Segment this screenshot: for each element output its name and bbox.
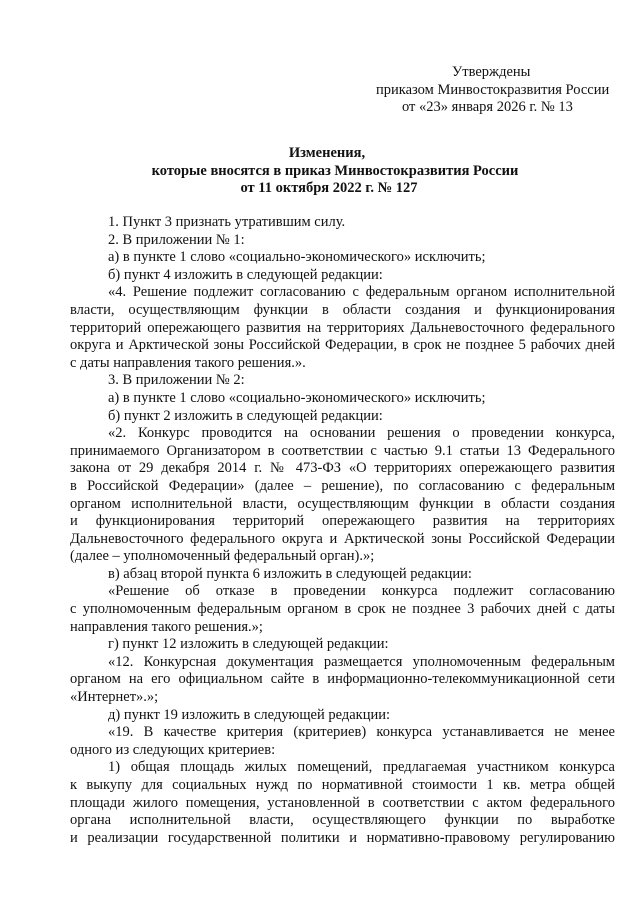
paragraph-5: 3. В приложении № 2: xyxy=(108,372,245,389)
quote-line: органом на его официальном сайте в информационно-телекоммуникационной сети xyxy=(70,671,615,688)
quote-line: «2. Конкурс проводится на основании решения о проведении конкурса, xyxy=(108,425,615,442)
quote-line: принимаемого Организатором в соответствии с частью 9.1 статьи 13 Федерального xyxy=(70,442,615,459)
paragraph-1: 1. Пункт 3 признать утратившим силу. xyxy=(108,214,346,230)
quote-line: направления такого решения.»; xyxy=(70,618,263,635)
quote-line: в Российской Федерации» (далее – решение), по согласованию с федеральным xyxy=(70,477,615,494)
title-line-3: от 11 октября 2022 г. № 127 xyxy=(240,180,418,196)
quote-line: с уполномоченным федеральным органом в срок не позднее 3 рабочих дней с даты xyxy=(70,601,615,618)
quote-line: одного из следующих критериев: xyxy=(70,741,276,758)
approval-line-2: приказом Минвостокразвития России xyxy=(376,81,610,98)
quote-line: площади жилого помещения, установленной в соответствии с актом федерального xyxy=(70,794,615,811)
paragraph-3: а) в пункте 1 слово «социально-экономического» исключить; xyxy=(108,249,486,266)
approval-line-1: Утверждены xyxy=(452,64,531,80)
paragraph-7: б) пункт 2 изложить в следующей редакции: xyxy=(108,407,383,424)
quote-line: закона от 29 декабря 2014 г. № 473-ФЗ «О территориях опережающего развития xyxy=(70,460,615,477)
paragraph-10: д) пункт 19 изложить в следующей редакции: xyxy=(108,706,390,723)
quote-line: «12. Конкурсная документация размещается уполномоченным федеральным xyxy=(108,653,615,670)
quote-line: «19. В качестве критерия (критериев) конкурса устанавливается не менее xyxy=(108,724,615,741)
title-line-1: Изменения, xyxy=(288,145,366,161)
quote-line: и реализации государственной политики и нормативно-правовому регулированию xyxy=(70,829,615,846)
quote-point-12 xyxy=(70,654,615,707)
quote-line: 1) общая площадь жилых помещений, предлагаемая участником конкурса xyxy=(108,759,615,776)
paragraph-8: в) абзац второй пункта 6 изложить в следующей редакции: xyxy=(108,565,472,582)
quote-line: к выкупу для социальных нужд по нормативной стоимости 1 кв. метра общей xyxy=(70,777,615,793)
approval-line-3: от «23» января 2026 г. № 13 xyxy=(402,99,573,115)
quote-line: «Интернет».»; xyxy=(70,689,159,706)
quote-point-4 xyxy=(70,284,615,372)
quote-line: территорий опережающего развития на территориях Дальневосточного федерального xyxy=(70,319,615,336)
paragraph-9: г) пункт 12 изложить в следующей редакции: xyxy=(108,636,389,653)
quote-line: Дальневосточного федерального округа и Арктической зоны Российской Федерации xyxy=(70,530,615,547)
approval-block xyxy=(368,64,618,117)
quote-line: и функционирования территорий опережающего развития на территориях xyxy=(70,513,615,530)
document-title xyxy=(0,145,640,198)
document-body xyxy=(70,214,615,847)
quote-line: (далее – уполномоченный федеральный орган).»; xyxy=(70,548,375,565)
paragraph-4: б) пункт 4 изложить в следующей редакции: xyxy=(108,266,383,283)
quote-line: «4. Решение подлежит согласованию с федеральным органом исполнительной xyxy=(108,284,615,301)
quote-line: органа исполнительной власти, осуществляющего функции по выработке xyxy=(70,812,615,829)
paragraph-2: 2. В приложении № 1: xyxy=(108,231,245,248)
quote-point-19-sub-1 xyxy=(70,759,615,847)
quote-line: власти, осуществляющим функции в области создания и функционирования xyxy=(70,301,615,318)
quote-line: округа и Арктической зоны Российской Федерации, в срок не позднее 5 рабочих дней xyxy=(70,337,615,354)
quote-line: «Решение об отказе в проведении конкурса подлежит согласованию xyxy=(108,583,615,600)
quote-point-19 xyxy=(70,724,615,759)
quote-point-2 xyxy=(70,425,615,566)
quote-line: с даты направления такого решения.». xyxy=(70,354,306,371)
quote-line: органом исполнительной власти, осуществляющим функции в области создания xyxy=(70,495,615,512)
paragraph-6: а) в пункте 1 слово «социально-экономического» исключить; xyxy=(108,389,486,406)
title-line-2: которые вносятся в приказ Минвостокразвития России xyxy=(151,162,519,179)
quote-point-6 xyxy=(70,583,615,636)
